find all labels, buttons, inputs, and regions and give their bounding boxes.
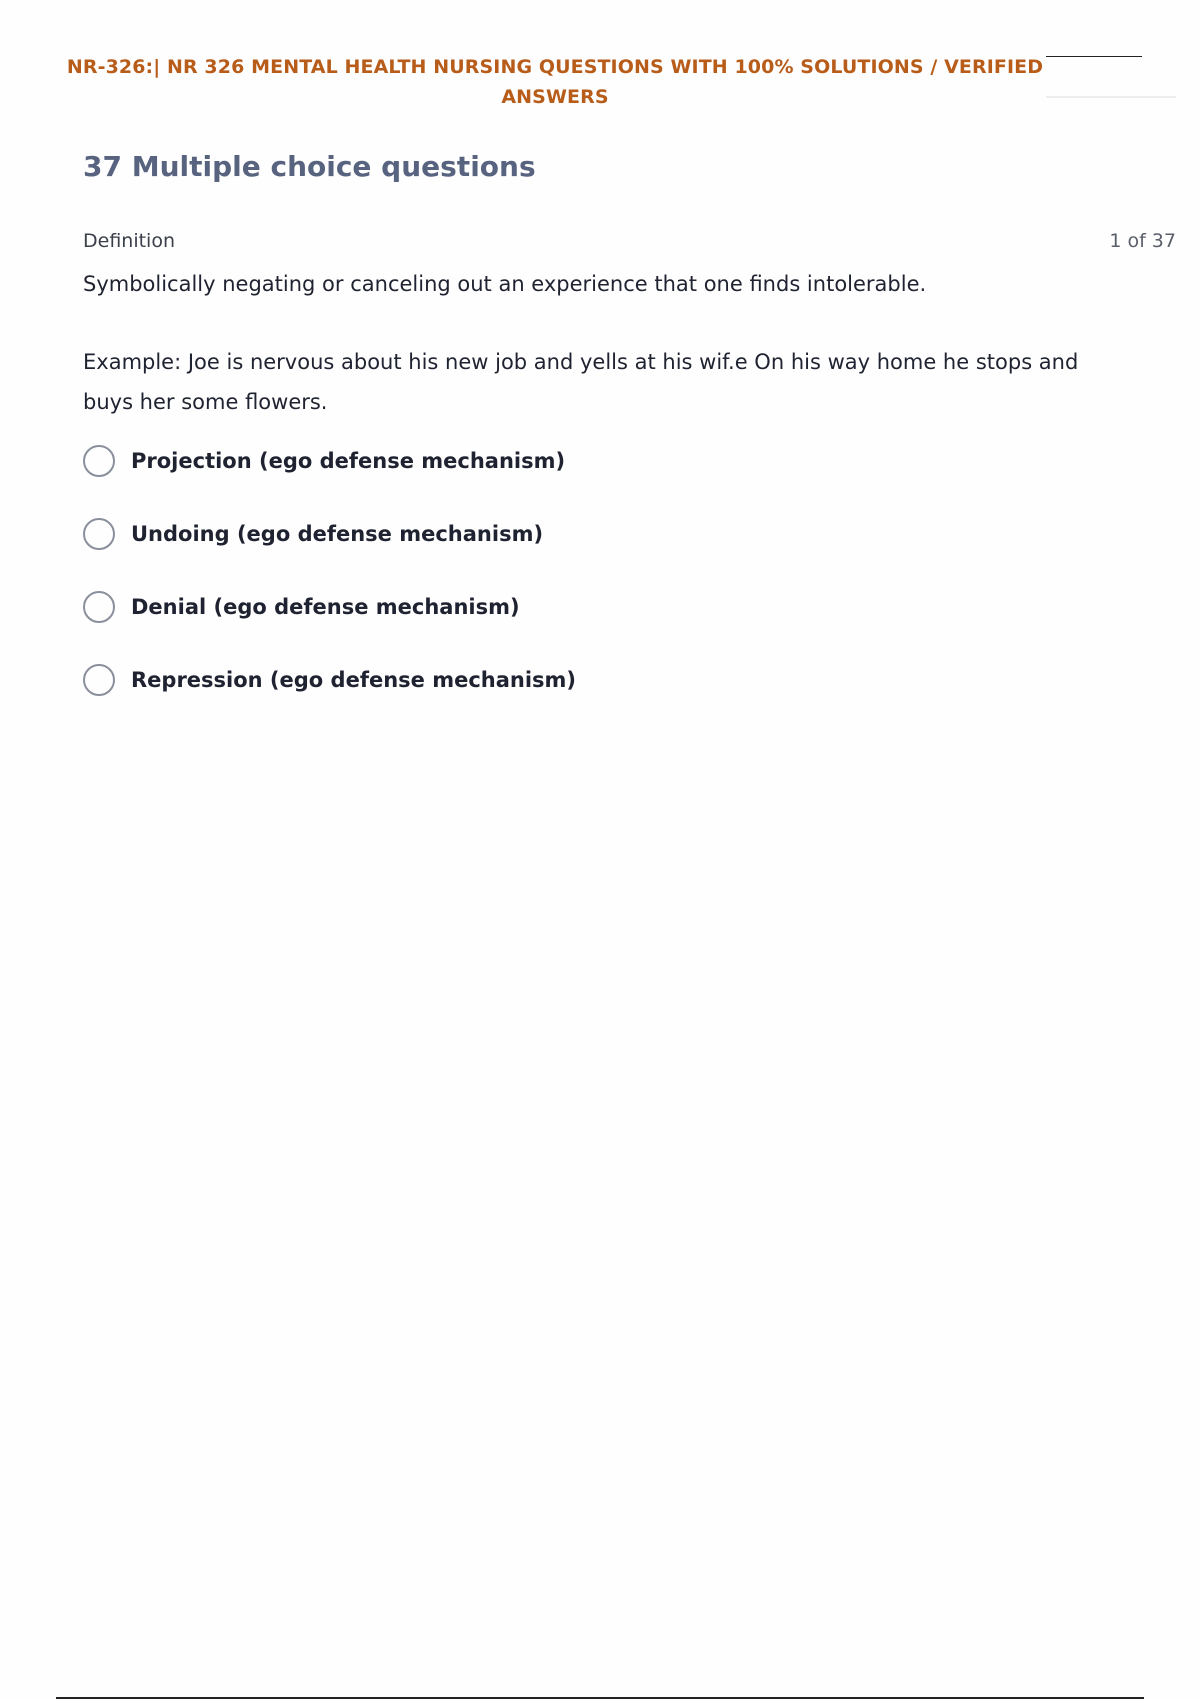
definition-sentence: Symbolically negating or canceling out an experience that one finds intolerable. xyxy=(83,272,927,296)
footer-rule xyxy=(56,1697,1144,1699)
term-label: Definition xyxy=(83,230,176,252)
document-header-line-2: ANSWERS xyxy=(501,86,609,108)
radio-button[interactable] xyxy=(83,591,115,623)
document-header-line-1: NR-326:| NR 326 MENTAL HEALTH NURSING QUESTIONS WITH 100% SOLUTIONS / VERIFIED xyxy=(66,56,1044,78)
radio-button[interactable] xyxy=(83,664,115,696)
answer-option-projection[interactable] xyxy=(83,442,1083,480)
definition-example: Example: Joe is nervous about his new job and yells at his wif.e On his way home he stops and buys her some flowers. xyxy=(83,350,1079,414)
set-title: 37 Multiple choice questions xyxy=(83,150,536,183)
answer-option-undoing[interactable] xyxy=(83,515,1083,553)
header-rule-faint xyxy=(1046,96,1176,98)
answer-option-label: Denial (ego defense mechanism) xyxy=(131,595,520,619)
answer-option-repression[interactable] xyxy=(83,661,1083,699)
radio-button[interactable] xyxy=(83,445,115,477)
answer-option-label: Projection (ego defense mechanism) xyxy=(131,449,566,473)
header-rule xyxy=(1046,56,1142,57)
answer-option-label: Undoing (ego defense mechanism) xyxy=(131,522,544,546)
answer-option-denial[interactable] xyxy=(83,588,1083,626)
radio-button[interactable] xyxy=(83,518,115,550)
document-header xyxy=(60,52,1050,112)
definition-text xyxy=(83,264,1123,460)
question-counter: 1 of 37 xyxy=(1109,230,1176,252)
answer-option-label: Repression (ego defense mechanism) xyxy=(131,668,577,692)
answer-options xyxy=(83,442,1083,734)
